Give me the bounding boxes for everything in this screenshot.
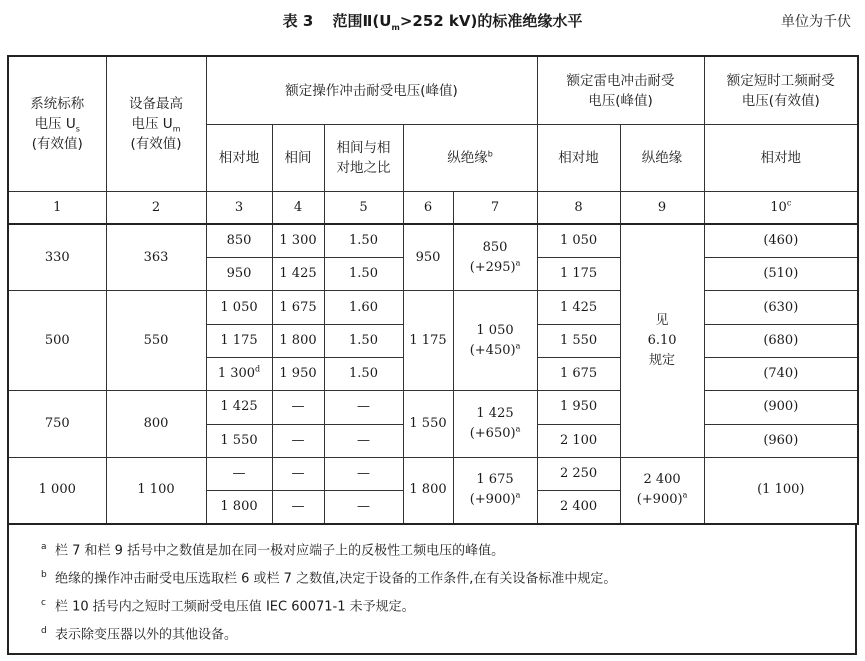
- cell-short-duration: (680): [704, 324, 858, 357]
- cell-lightning: 1 050: [537, 224, 620, 257]
- title-prefix: 范围Ⅱ(U: [332, 12, 392, 30]
- cell-ratio: 1.50: [324, 258, 403, 291]
- column-number: 5: [324, 191, 403, 224]
- table-row: [8, 291, 858, 324]
- cell-longitudinal-col6: 1 175: [403, 291, 453, 391]
- cell-ratio: 1.50: [324, 224, 403, 257]
- cell-short-duration: (460): [704, 224, 858, 257]
- table-row: [8, 391, 858, 424]
- cell-short-duration: (510): [704, 258, 858, 291]
- cell-lightning: 2 400: [537, 491, 620, 524]
- cell-short-duration: (960): [704, 424, 858, 457]
- cell-lightning: 1 175: [537, 258, 620, 291]
- table-notes: [7, 525, 857, 655]
- cell-ratio: 1.50: [324, 358, 403, 391]
- cell-longitudinal-col6: 1 800: [403, 457, 453, 524]
- cell-phase-to-phase: 1 675: [272, 291, 324, 324]
- header-phase-to-phase: 相间: [272, 125, 324, 192]
- cell-phase-to-earth: 850: [206, 224, 272, 257]
- cell-short-duration: (740): [704, 358, 858, 391]
- column-number: 8: [537, 191, 620, 224]
- cell-max-voltage: 800: [106, 391, 206, 458]
- cell-phase-to-phase: —: [272, 391, 324, 424]
- header-longitudinal: 纵绝缘$^b$: [403, 125, 537, 192]
- cell-ratio: —: [324, 491, 403, 524]
- table-row: [8, 457, 858, 490]
- cell-max-voltage: 1 100: [106, 457, 206, 524]
- cell-nominal-voltage: 330: [8, 224, 106, 291]
- column-number: 9: [620, 191, 704, 224]
- title-subscript: m: [391, 23, 400, 32]
- cell-lightning-longitudinal: 2 400 $(+900)^a$: [620, 457, 704, 524]
- column-number-row: [8, 191, 858, 224]
- header-nominal-voltage: 系统标称 电压 $U_s$ (有效值): [8, 56, 106, 191]
- cell-nominal-voltage: 500: [8, 291, 106, 391]
- cell-max-voltage: 363: [106, 224, 206, 291]
- column-number: 10$^c$: [704, 191, 858, 224]
- cell-ratio: 1.50: [324, 324, 403, 357]
- cell-longitudinal-col7: 1 050 $(+450)^a$: [453, 291, 537, 391]
- header-switching-impulse: 额定操作冲击耐受电压(峰值): [206, 56, 537, 125]
- column-number: 7: [453, 191, 537, 224]
- cell-ratio: —: [324, 457, 403, 490]
- unit-label: 单位为千伏: [781, 14, 851, 30]
- cell-ratio: 1.60: [324, 291, 403, 324]
- cell-max-voltage: 550: [106, 291, 206, 391]
- cell-lightning: 1 550: [537, 324, 620, 357]
- cell-longitudinal-col7: 1 425 $(+650)^a$: [453, 391, 537, 458]
- header-max-voltage: 设备最高 电压 $U_m$ (有效值): [106, 56, 206, 191]
- cell-phase-to-phase: —: [272, 424, 324, 457]
- cell-ratio: —: [324, 424, 403, 457]
- insulation-level-table: [7, 55, 859, 525]
- column-number: 2: [106, 191, 206, 224]
- cell-phase-to-earth: 1 175: [206, 324, 272, 357]
- cell-phase-to-phase: 1 425: [272, 258, 324, 291]
- header-lightning-longitudinal: 纵绝缘: [620, 125, 704, 192]
- cell-short-duration: (630): [704, 291, 858, 324]
- cell-nominal-voltage: 1 000: [8, 457, 106, 524]
- cell-phase-to-earth: 950: [206, 258, 272, 291]
- header-ratio: 相间与相 对地之比: [324, 125, 403, 192]
- cell-lightning: 2 250: [537, 457, 620, 490]
- cell-longitudinal-col6: 950: [403, 224, 453, 291]
- column-number: 6: [403, 191, 453, 224]
- cell-phase-to-phase: —: [272, 491, 324, 524]
- cell-ratio: —: [324, 391, 403, 424]
- title-suffix: >252 kV)的标准绝缘水平: [399, 12, 583, 30]
- column-number: 4: [272, 191, 324, 224]
- table-row: [8, 224, 858, 257]
- header-phase-to-earth: 相对地: [206, 125, 272, 192]
- cell-phase-to-phase: 1 800: [272, 324, 324, 357]
- cell-phase-to-phase: 1 950: [272, 358, 324, 391]
- note-item: b 绝缘的操作冲击耐受电压选取栏 6 或栏 7 之数值,决定于设备的工作条件,在有关设备标准中规定。: [41, 570, 617, 587]
- cell-lightning: 2 100: [537, 424, 620, 457]
- header-lightning-impulse: 额定雷电冲击耐受 电压(峰值): [537, 56, 704, 125]
- header-lightning-phase-to-earth: 相对地: [537, 125, 620, 192]
- cell-lightning: 1 675: [537, 358, 620, 391]
- cell-phase-to-earth: 1 550: [206, 424, 272, 457]
- cell-lightning: 1 950: [537, 391, 620, 424]
- note-item: c 栏 10 括号内之短时工频耐受电压值 IEC 60071-1 未予规定。: [41, 598, 415, 615]
- cell-nominal-voltage: 750: [8, 391, 106, 458]
- cell-short-duration: (1 100): [704, 457, 858, 524]
- cell-phase-to-earth: —: [206, 457, 272, 490]
- header-short-duration: 额定短时工频耐受 电压(有效值): [704, 56, 858, 125]
- cell-phase-to-phase: 1 300: [272, 224, 324, 257]
- header-short-duration-phase-to-earth: 相对地: [704, 125, 858, 192]
- cell-phase-to-phase: —: [272, 457, 324, 490]
- cell-longitudinal-col6: 1 550: [403, 391, 453, 458]
- cell-lightning: 1 425: [537, 291, 620, 324]
- cell-phase-to-earth: 1 300$^d$: [206, 358, 272, 391]
- note-item: a 栏 7 和栏 9 括号中之数值是加在同一极对应端子上的反极性工频电压的峰值。: [41, 542, 505, 559]
- cell-lightning-longitudinal-ref: 见 6.10 规定: [620, 224, 704, 457]
- cell-phase-to-earth: 1 425: [206, 391, 272, 424]
- table-title: [0, 10, 865, 31]
- note-item: d 表示除变压器以外的其他设备。: [41, 626, 238, 643]
- column-number: 1: [8, 191, 106, 224]
- cell-phase-to-earth: 1 050: [206, 291, 272, 324]
- cell-longitudinal-col7: 850 $(+295)^a$: [453, 224, 537, 291]
- cell-short-duration: (900): [704, 391, 858, 424]
- cell-longitudinal-col7: 1 675 $(+900)^a$: [453, 457, 537, 524]
- table-number: 表 3: [282, 12, 314, 30]
- column-number: 3: [206, 191, 272, 224]
- cell-phase-to-earth: 1 800: [206, 491, 272, 524]
